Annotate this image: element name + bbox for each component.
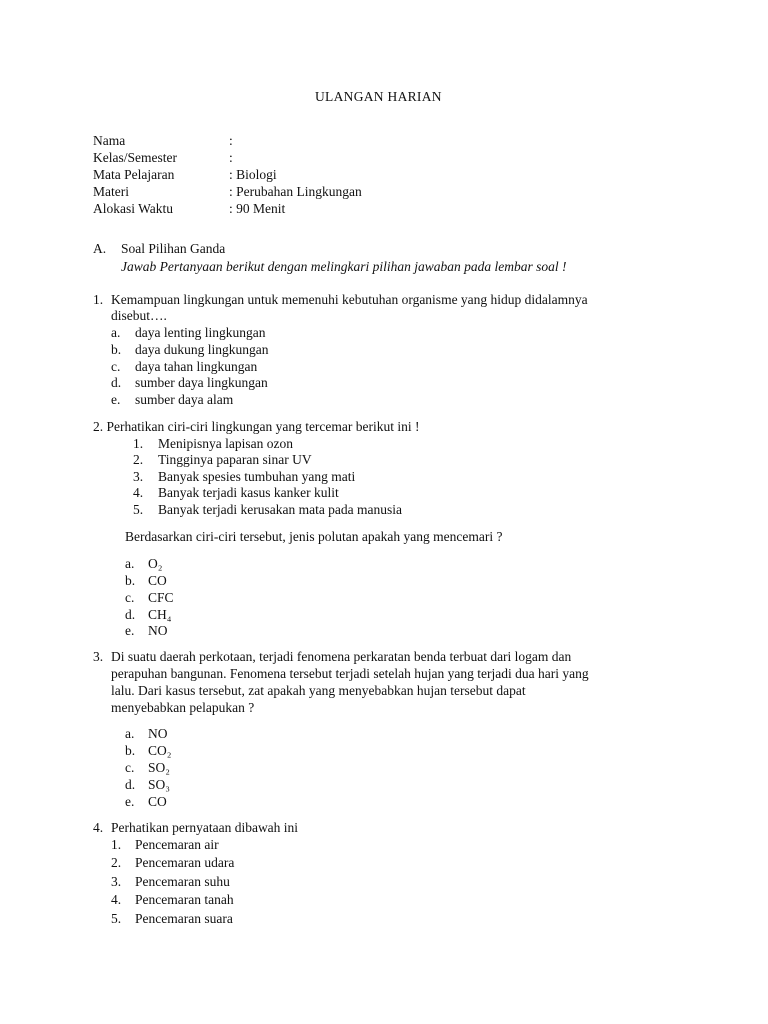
list-number: 4. xyxy=(111,892,122,907)
option-letter: d. xyxy=(111,375,122,390)
option-letter: e. xyxy=(125,794,135,809)
list-number: 1. xyxy=(111,837,122,852)
option-letter: a. xyxy=(111,325,121,340)
option-letter: b. xyxy=(125,573,136,588)
question-number: 4. xyxy=(93,820,104,835)
list-number: 3. xyxy=(133,469,144,484)
question-text: perapuhan bangunan. Fenomena tersebut terjadi setelah hujan yang terjadi dua hari yang xyxy=(111,666,589,681)
list-number: 4. xyxy=(133,485,144,500)
field-label: Nama xyxy=(93,133,126,148)
list-item: Pencemaran suhu xyxy=(135,874,230,889)
option-letter: b. xyxy=(125,743,136,758)
question-text: menyebabkan pelapukan ? xyxy=(111,700,255,715)
field-value: : xyxy=(229,150,233,165)
question-text: lalu. Dari kasus tersebut, zat apakah yang menyebabkan hujan tersebut dapat xyxy=(111,683,526,698)
list-number: 2. xyxy=(111,855,122,870)
field-value: : Biologi xyxy=(229,167,277,182)
option-letter: a. xyxy=(125,556,135,571)
option-d[interactable]: SO₃ xyxy=(148,777,170,792)
section-title: Soal Pilihan Ganda xyxy=(121,241,226,256)
option-d[interactable]: sumber daya lingkungan xyxy=(135,375,268,390)
list-item: Banyak terjadi kasus kanker kulit xyxy=(158,485,339,500)
list-number: 5. xyxy=(133,502,144,517)
option-letter: a. xyxy=(125,726,135,741)
section-marker: A. xyxy=(93,241,107,256)
option-a[interactable]: NO xyxy=(148,726,168,741)
question-text: Berdasarkan ciri-ciri tersebut, jenis polutan apakah yang mencemari ? xyxy=(125,529,503,544)
question-text: Di suatu daerah perkotaan, terjadi fenomena perkaratan benda terbuat dari logam dan xyxy=(111,649,572,664)
field-label: Alokasi Waktu xyxy=(93,201,174,216)
option-d[interactable]: CH₄ xyxy=(148,607,172,622)
field-label: Mata Pelajaran xyxy=(93,167,175,182)
list-item: Pencemaran air xyxy=(135,837,219,852)
page-title: ULANGAN HARIAN xyxy=(315,89,442,104)
question-text: Perhatikan pernyataan dibawah ini xyxy=(111,820,299,835)
list-number: 2. xyxy=(133,452,144,467)
option-c[interactable]: CFC xyxy=(148,590,174,605)
list-item: Pencemaran tanah xyxy=(135,892,234,907)
question-text: Kemampuan lingkungan untuk memenuhi kebutuhan organisme yang hidup didalamnya xyxy=(111,292,588,307)
option-a[interactable]: O₂ xyxy=(148,556,163,571)
option-letter: c. xyxy=(125,760,135,775)
question-text: disebut…. xyxy=(111,308,167,323)
question-text: 2. Perhatikan ciri-ciri lingkungan yang tercemar berikut ini ! xyxy=(93,419,420,434)
question-number: 3. xyxy=(93,649,104,664)
field-label: Materi xyxy=(93,184,129,199)
list-item: Tingginya paparan sinar UV xyxy=(158,452,312,467)
field-value: : xyxy=(229,133,233,148)
list-item: Pencemaran udara xyxy=(135,855,235,870)
option-c[interactable]: daya tahan lingkungan xyxy=(135,359,258,374)
field-label: Kelas/Semester xyxy=(93,150,177,165)
question-number: 1. xyxy=(93,292,104,307)
option-b[interactable]: CO xyxy=(148,573,167,588)
option-a[interactable]: daya lenting lingkungan xyxy=(135,325,266,340)
list-item: Menipisnya lapisan ozon xyxy=(158,436,293,451)
option-letter: e. xyxy=(111,392,121,407)
option-b[interactable]: CO₂ xyxy=(148,743,172,758)
field-value: : Perubahan Lingkungan xyxy=(229,184,362,199)
field-value: : 90 Menit xyxy=(229,201,286,216)
list-number: 3. xyxy=(111,874,122,889)
option-e[interactable]: NO xyxy=(148,623,168,638)
option-letter: b. xyxy=(111,342,122,357)
section-instruction: Jawab Pertanyaan berikut dengan melingkari pilihan jawaban pada lembar soal ! xyxy=(121,259,567,274)
option-letter: c. xyxy=(111,359,121,374)
list-number: 5. xyxy=(111,911,122,926)
option-c[interactable]: SO₂ xyxy=(148,760,170,775)
list-item: Banyak spesies tumbuhan yang mati xyxy=(158,469,356,484)
list-item: Banyak terjadi kerusakan mata pada manusia xyxy=(158,502,403,517)
option-letter: d. xyxy=(125,777,136,792)
option-letter: d. xyxy=(125,607,136,622)
option-letter: e. xyxy=(125,623,135,638)
option-e[interactable]: sumber daya alam xyxy=(135,392,234,407)
list-item: Pencemaran suara xyxy=(135,911,233,926)
option-letter: c. xyxy=(125,590,135,605)
list-number: 1. xyxy=(133,436,144,451)
option-e[interactable]: CO xyxy=(148,794,167,809)
option-b[interactable]: daya dukung lingkungan xyxy=(135,342,269,357)
